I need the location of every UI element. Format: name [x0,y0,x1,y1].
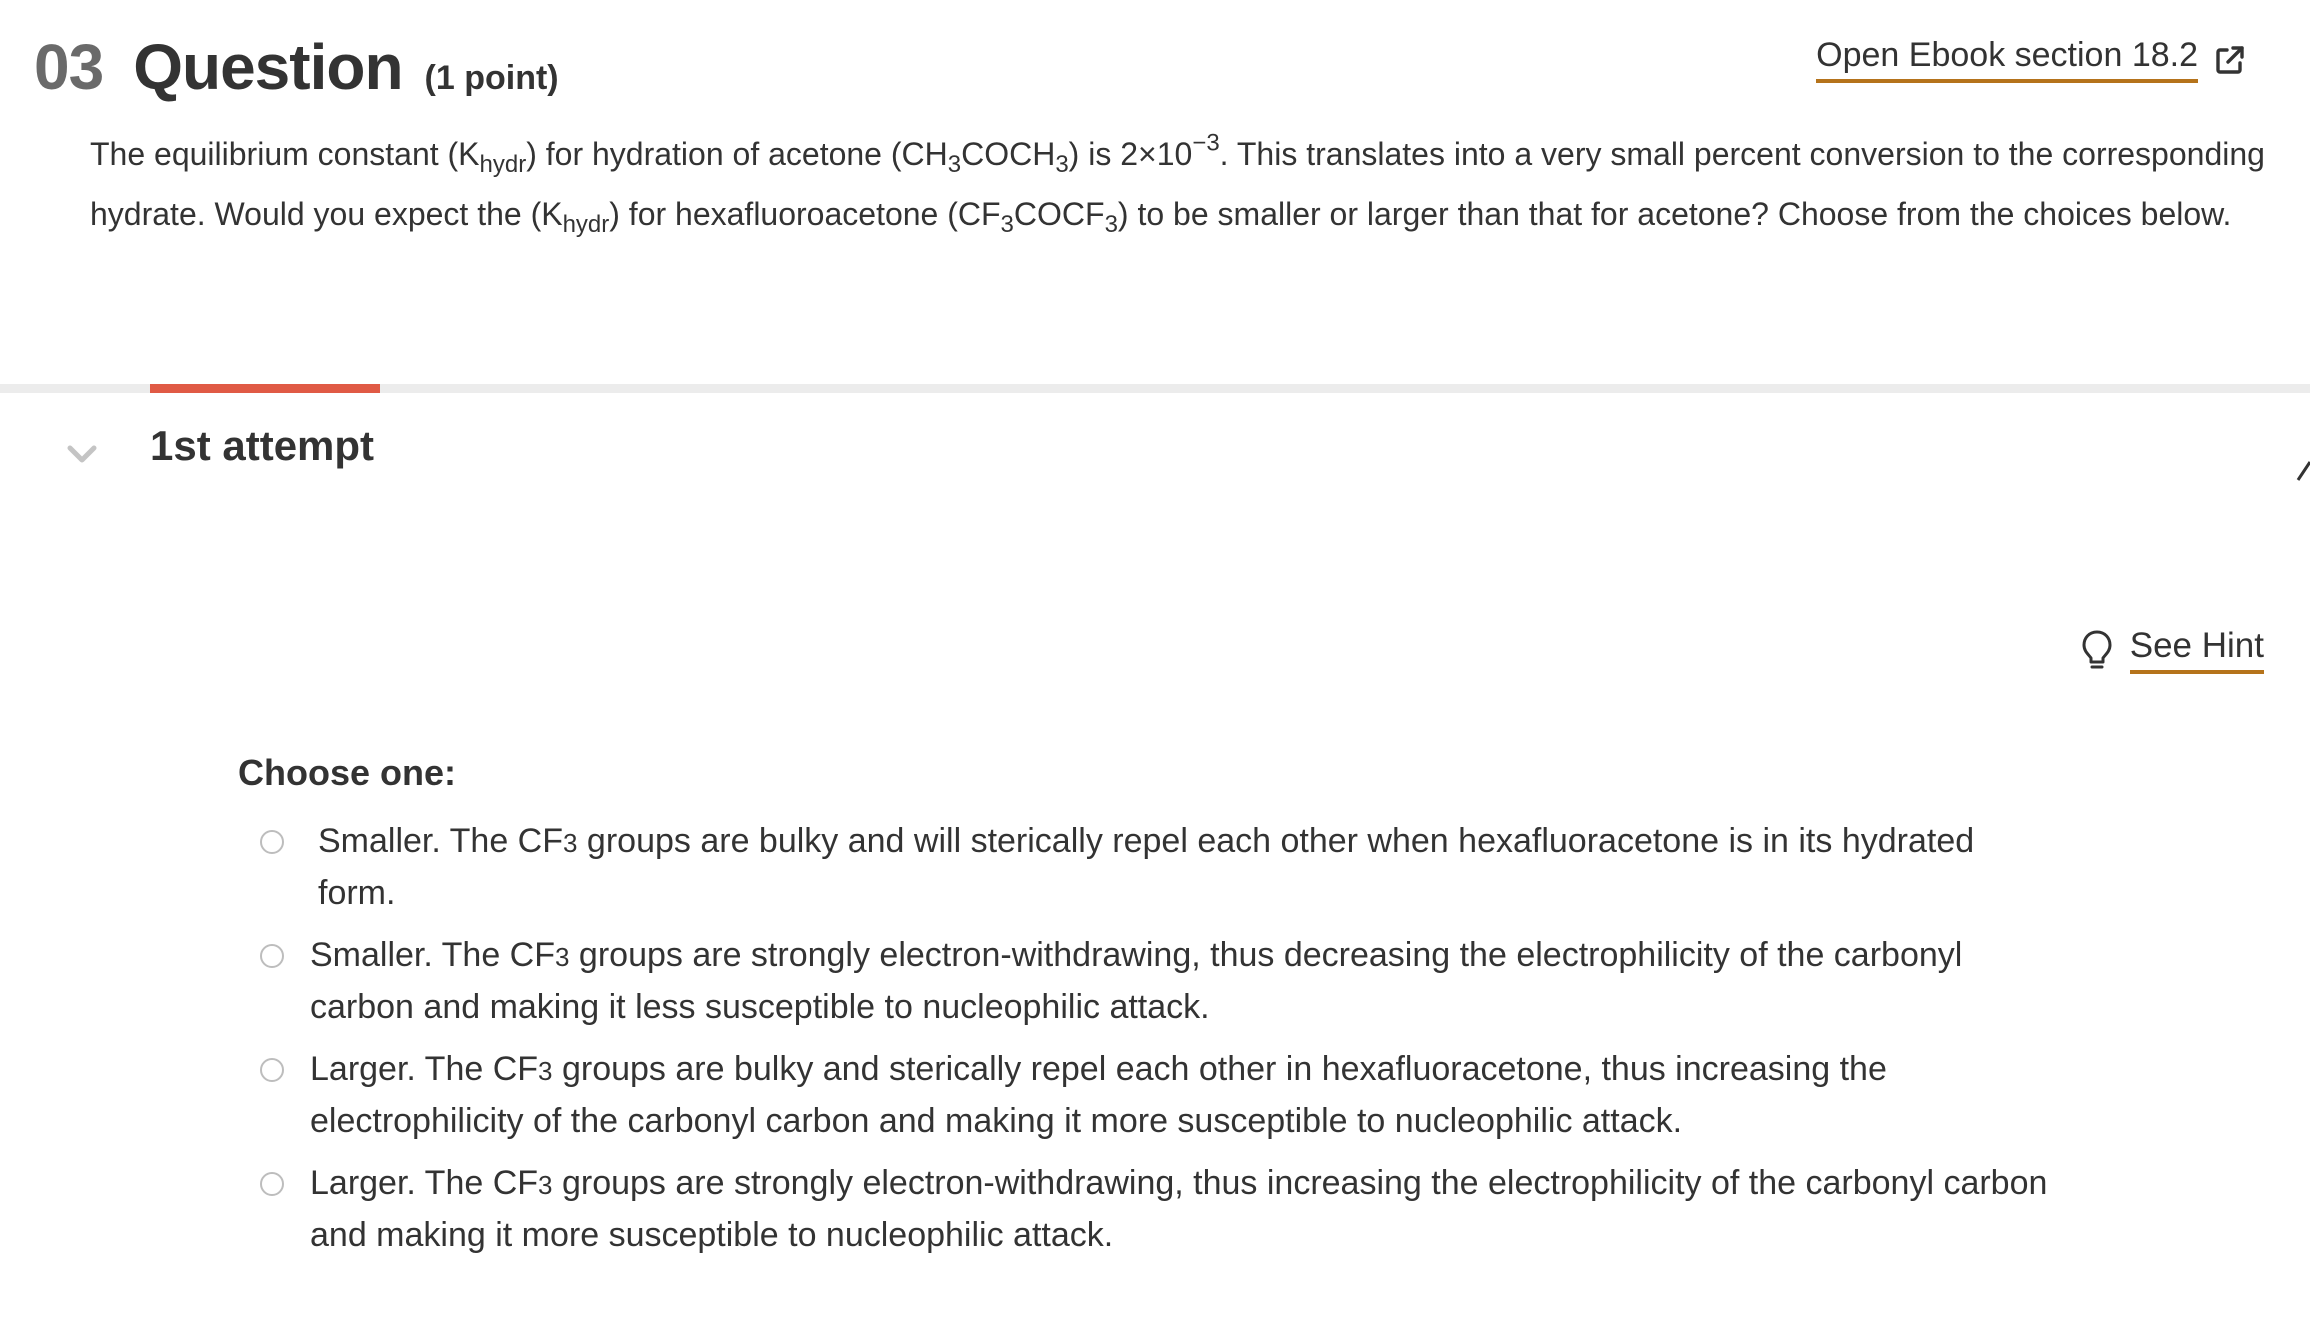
attempt-label[interactable]: 1st attempt [150,422,375,469]
question-text-part: ) for hydration of acetone (CH [526,136,948,172]
answer-option-text [318,816,2050,918]
question-text-part: COCH [961,136,1056,172]
subscript-3: 3 [1104,211,1118,239]
see-hint-link[interactable]: See Hint [2130,626,2264,674]
ebook-link-group[interactable] [1816,36,2248,83]
question-text-part: . This translates into a very small percent conversion to the corresponding hydrate. Would you expect the (K [90,136,2265,232]
option-text-part: Larger. The CF [310,1050,539,1088]
question-text [90,124,2270,244]
option-text-part: groups are bulky and will sterically repel each other when hexafluoracetone is in its hydrated form. [318,822,1975,912]
external-link-icon[interactable] [2212,42,2248,78]
option-text-part: groups are strongly electron-withdrawing, thus decreasing the electrophilicity of the carbonyl carbon and making it less susceptible to nucleophilic attack. [310,936,1963,1026]
question-text-part: ) is 2×10 [1068,136,1193,172]
answer-option-text [310,1158,2050,1260]
choose-one-label: Choose one: [238,752,457,793]
subscript-3: 3 [947,151,962,179]
answer-option-text [310,1044,2050,1146]
ebook-section-link[interactable]: Open Ebook section 18.2 [1816,36,2198,83]
radio-button[interactable] [260,830,284,854]
option-subscript: 3 [563,828,578,858]
radio-button[interactable] [260,1058,284,1082]
option-text-part: groups are bulky and sterically repel each other in hexafluoracetone, thus increasing the electrophilicity of the carbonyl carbon and making it more susceptible to nucleophilic attack. [310,1050,1887,1140]
subscript-3: 3 [1055,151,1069,179]
question-text-part: ) to be smaller or larger than that for acetone? Choose from the choices below. [1117,196,2232,232]
question-title: Question [133,31,403,103]
superscript-exponent: −3 [1192,129,1220,157]
question-number: 03 [34,31,104,103]
chevron-down-icon[interactable] [64,440,100,468]
answer-option-1[interactable] [260,816,2050,918]
radio-button[interactable] [260,944,284,968]
subscript-hydr: hydr [562,211,610,239]
radio-button[interactable] [260,1172,284,1196]
subscript-hydr: hydr [479,151,527,179]
option-text-part: Smaller. The CF [310,936,556,974]
subscript-3: 3 [1000,211,1014,239]
answer-option-4[interactable] [260,1158,2050,1260]
option-subscript: 3 [538,1170,553,1200]
question-text-part: The equilibrium constant (K [90,136,480,172]
question-points: (1 point) [424,59,559,97]
lightbulb-icon[interactable] [2080,628,2114,672]
edge-arrow-icon [2296,460,2310,484]
question-text-part: COCF [1013,196,1105,232]
option-text-part: groups are strongly electron-withdrawing, thus increasing the electrophilicity of the carbonyl carbon and making it more susceptible to nucleophilic attack. [310,1164,2048,1254]
question-text-part: ) for hexafluoroacetone (CF [609,196,1001,232]
option-text-part: Smaller. The CF [318,822,564,860]
attempt-tab-indicator [150,384,380,393]
see-hint-button[interactable] [2080,626,2264,674]
answer-option-text [310,930,2050,1032]
option-text-part: Larger. The CF [310,1164,539,1202]
question-header [34,30,559,104]
option-subscript: 3 [538,1056,553,1086]
answer-option-2[interactable] [260,930,2050,1032]
answer-options [260,816,2050,1272]
answer-option-3[interactable] [260,1044,2050,1146]
option-subscript: 3 [555,942,570,972]
